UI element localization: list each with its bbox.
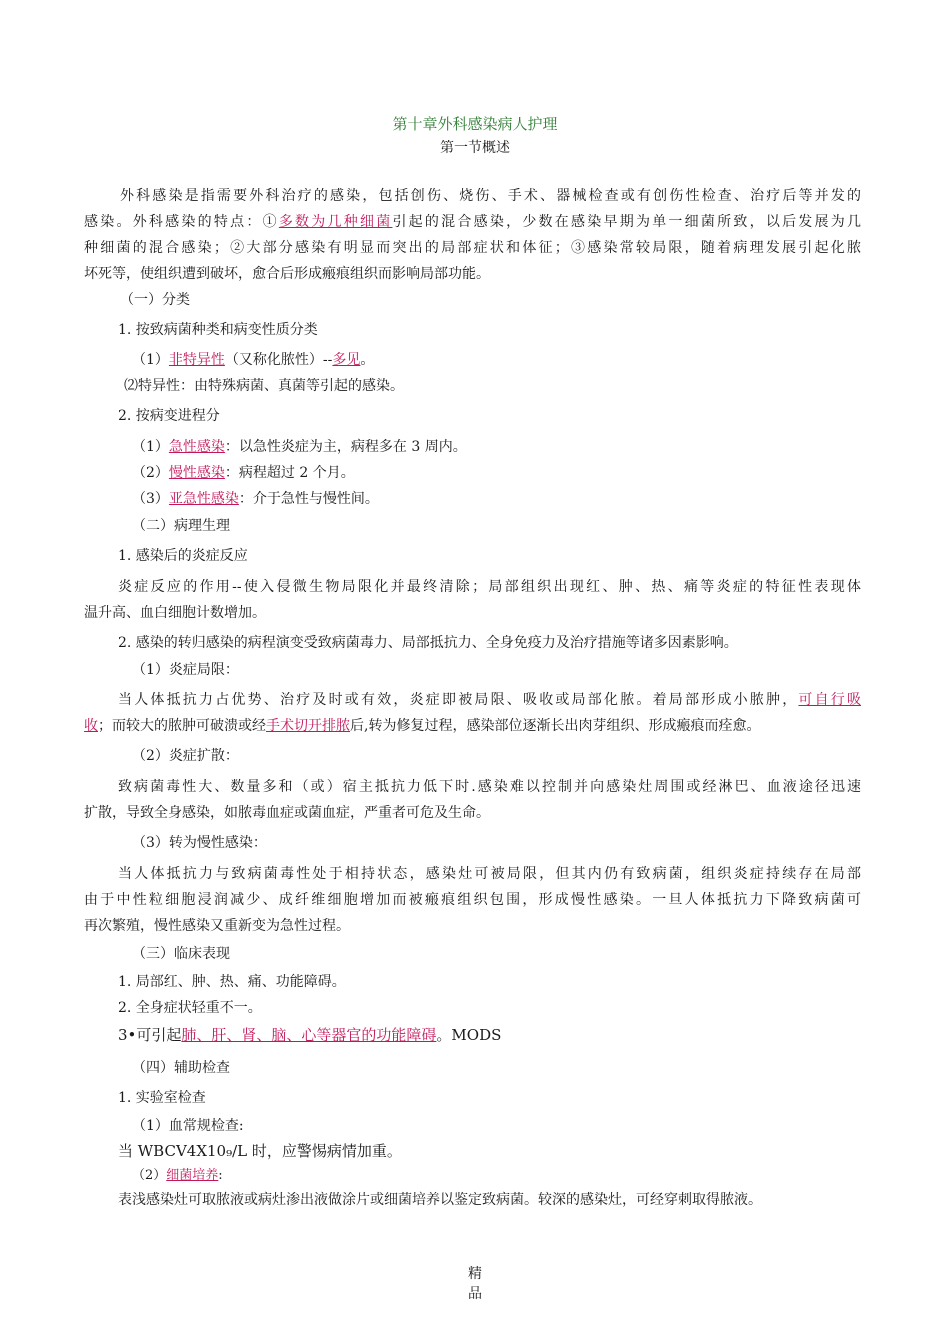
path-item-2-3-line-3: 再次繁殖，慢性感染又重新变为急性过程。 bbox=[84, 918, 350, 934]
path-item-2-3-line-1: 当人体抵抗力与致病菌毒性处于相持状态，感染灶可被局限，但其内仍有致病菌，组织炎症持续存在局部 bbox=[118, 866, 861, 882]
text: ；而较大的脓肿可破溃或经 bbox=[98, 718, 266, 734]
aux-item-1-1-line: 当 WBCV4X10₉/L 时，应警惕病情加重。 bbox=[118, 1142, 402, 1160]
path-item-2-2-line-1: 致病菌毒性大、数量多和（或）宿主抵抗力低下时.感染难以控制并向感染灶周围或经淋巴、血液途径迅速 bbox=[118, 779, 861, 795]
text: 。MODS bbox=[436, 1026, 502, 1044]
cls-item-1-2: ⑵特异性：由特殊病菌、真菌等引起的感染。 bbox=[124, 378, 404, 394]
path-item-1-line-2: 温升高、血白细胞计数增加。 bbox=[84, 605, 266, 621]
chapter-title: 第十章外科感染病人护理 bbox=[392, 115, 558, 133]
para-intro-line-3: 种细菌的混合感染；②大部分感染有明显而突出的局部症状和体征；③感染常较局限，随着病理发展引起化脓 bbox=[84, 240, 861, 256]
text: （1） bbox=[132, 352, 169, 368]
heading-pathophysiology: （二）病理生理 bbox=[132, 518, 230, 534]
cls-item-1: 1. 按致病菌种类和病变性质分类 bbox=[118, 322, 318, 338]
highlight-text: 细菌培养 bbox=[166, 1168, 219, 1183]
text: 引起的混合感染，少数在感染早期为单一细菌所致，以后发展为几 bbox=[392, 214, 862, 230]
path-item-2: 2. 感染的转归感染的病程演变受致病菌毒力、局部抵抗力、全身免疫力及治疗措施等诸多因素影响。 bbox=[118, 635, 738, 651]
cls-item-2: 2. 按病变进程分 bbox=[118, 408, 220, 424]
path-item-2-3: （3）转为慢性感染： bbox=[132, 835, 267, 851]
text: 感染。外科感染的特点：① bbox=[84, 214, 279, 230]
path-item-2-1-line-1 bbox=[84, 690, 861, 710]
text: （3） bbox=[132, 491, 169, 507]
cls-item-2-1 bbox=[132, 437, 467, 457]
text: 后,转为修复过程，感染部位逐渐长出肉芽组织、形成瘢痕而痊愈。 bbox=[350, 718, 761, 734]
cls-item-2-2 bbox=[132, 463, 355, 483]
text: 。 bbox=[360, 352, 375, 368]
clin-item-1: 1. 局部红、肿、热、痛、功能障碍。 bbox=[118, 974, 346, 990]
highlight-text: 多见 bbox=[332, 352, 361, 368]
aux-item-1-2 bbox=[132, 1166, 223, 1186]
clin-item-3 bbox=[118, 1025, 501, 1045]
text: （2） bbox=[132, 465, 169, 481]
highlight-text: 急性感染 bbox=[168, 439, 225, 455]
cls-item-1-1 bbox=[132, 350, 374, 370]
path-item-2-1-line-2 bbox=[84, 716, 760, 736]
text: （又称化脓性）-- bbox=[224, 352, 333, 368]
highlight-text: 亚急性感染 bbox=[168, 491, 239, 507]
text: 当人体抵抗力占优势、治疗及时或有效，炎症即被局限、吸收或局部化脓。着局部形成小脓肿， bbox=[118, 692, 799, 708]
section-title: 第一节概述 bbox=[440, 140, 510, 156]
highlight-text: 多数为几种细菌 bbox=[278, 214, 393, 230]
aux-item-1: 1. 实验室检查 bbox=[118, 1090, 206, 1106]
path-item-2-1: （1）炎症局限： bbox=[132, 662, 239, 678]
path-item-1-line-1: 炎症反应的作用--使入侵微生物局限化并最终清除；局部组织出现红、肿、热、痛等炎症的特征性表现体 bbox=[118, 579, 861, 595]
para-intro-line-1: 外科感染是指需要外科治疗的感染，包括创伤、烧伤、手术、器械检查或有创伤性检查、治疗后等并发的 bbox=[120, 188, 861, 204]
heading-auxiliary: （四）辅助检查 bbox=[132, 1060, 230, 1076]
clin-item-2: 2. 全身症状轻重不一。 bbox=[118, 1000, 262, 1016]
path-item-2-2: （2）炎症扩散： bbox=[132, 748, 239, 764]
highlight-text: 收 bbox=[84, 718, 98, 734]
highlight-text: 可自行吸 bbox=[798, 692, 862, 708]
highlight-text: 非特异性 bbox=[168, 352, 225, 368]
highlight-text: 肺、肝、肾、脑、心等器官的功能障碍 bbox=[181, 1026, 437, 1044]
text: 3•可引起 bbox=[118, 1026, 182, 1044]
path-item-1: 1. 感染后的炎症反应 bbox=[118, 548, 248, 564]
highlight-text: 手术切开排脓 bbox=[266, 718, 350, 734]
para-intro-line-4: 坏死等，使组织遭到破坏，愈合后形成瘢痕组织而影响局部功能。 bbox=[84, 266, 490, 282]
text: （2） bbox=[132, 1168, 167, 1183]
heading-clinical: （三）临床表现 bbox=[132, 946, 230, 962]
aux-item-1-2-line: 表浅感染灶可取脓液或病灶渗出液做涂片或细菌培养以鉴定致病菌。较深的感染灶，可经穿刺取得脓液。 bbox=[118, 1192, 762, 1208]
heading-classification: （一）分类 bbox=[120, 292, 190, 308]
text: ：以急性炎症为主，病程多在 3 周内。 bbox=[224, 439, 467, 455]
text: ：介于急性与慢性间。 bbox=[238, 491, 379, 507]
highlight-text: 慢性感染 bbox=[168, 465, 225, 481]
text: （1） bbox=[132, 439, 169, 455]
para-intro-line-2 bbox=[84, 212, 861, 232]
cls-item-2-3 bbox=[132, 489, 379, 509]
path-item-2-3-line-2: 由于中性粒细胞浸润减少、成纤维细胞增加而被瘢痕组织包围，形成慢性感染。一旦人体抵抗力下降致病菌可 bbox=[84, 892, 861, 908]
path-item-2-2-line-2: 扩散，导致全身感染，如脓毒血症或菌血症，严重者可危及生命。 bbox=[84, 805, 490, 821]
text: : bbox=[218, 1168, 223, 1183]
aux-item-1-1: （1）血常规检查: bbox=[132, 1118, 244, 1134]
footer-char-1: 精 bbox=[468, 1266, 482, 1282]
footer-char-2: 品 bbox=[468, 1286, 482, 1302]
text: ：病程超过 2 个月。 bbox=[224, 465, 355, 481]
